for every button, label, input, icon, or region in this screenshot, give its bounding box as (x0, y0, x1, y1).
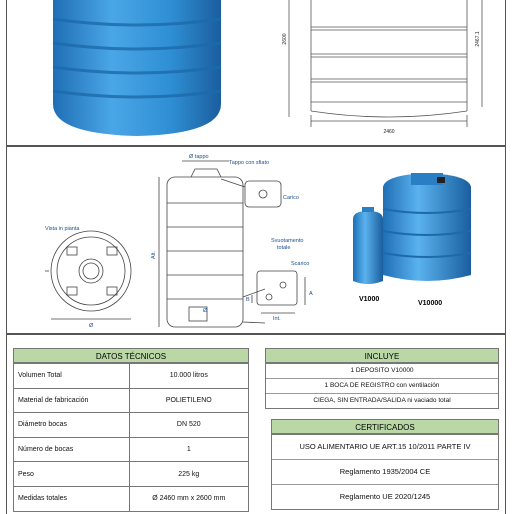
table-row (14, 486, 249, 511)
tank-v1000-photo (353, 207, 383, 284)
row-label: Número de bocas (14, 437, 130, 462)
tank-v10000-photo (383, 173, 471, 281)
table-row (14, 437, 249, 462)
list-item: Reglamento 1935/2004 CE (272, 460, 498, 485)
label-totale: totale (277, 245, 291, 251)
tank-photo (37, 0, 237, 145)
list-item: USO ALIMENTARIO UE ART.15 10/2011 PARTE IV (272, 435, 498, 460)
label-svuotamento: Svuotamento (271, 238, 304, 244)
row-label: Peso (14, 462, 130, 487)
incluye-list (265, 363, 499, 409)
dim-width: 2460 (383, 129, 395, 135)
datos-table (13, 363, 249, 512)
label-a: A (309, 291, 313, 297)
list-item: CIEGA, SIN ENTRADA/SALIDA ni vaciado total (313, 397, 451, 404)
diagram-panel (6, 146, 506, 334)
row-value: 1 (129, 437, 248, 462)
label-diam-elev: Ø (203, 308, 208, 314)
incluye-title: INCLUYE (265, 348, 499, 363)
table-row (14, 462, 249, 487)
row-label: Volumen Total (14, 364, 130, 389)
certificados-title: CERTIFICADOS (271, 419, 499, 434)
row-label: Material de fabricación (14, 388, 130, 413)
row-value: POLIETILENO (129, 388, 248, 413)
row-value: 225 kg (129, 462, 248, 487)
label-alt: Alt. (151, 251, 157, 259)
label-vista-pianta: Vista in pianta (45, 226, 80, 232)
label-scarico: Scarico (291, 261, 310, 267)
dim-height-right: 2467.1 (475, 31, 481, 47)
datos-title: DATOS TÉCNICOS (13, 348, 249, 363)
top-panel (6, 0, 506, 146)
front-elevation-drawing (269, 0, 505, 145)
label-tappo-sfiato: Tappo con sfiato (229, 160, 270, 166)
table-row (14, 413, 249, 438)
list-item: 1 DEPOSITO V10000 (266, 364, 498, 379)
label-tappo: Ø tappo (189, 154, 209, 160)
table-row (14, 364, 249, 389)
label-b: B (246, 297, 250, 303)
label-v10000: V10000 (418, 300, 443, 307)
specs-panel (6, 334, 506, 514)
row-label: Diámetro bocas (14, 413, 130, 438)
dim-height-left: 2600 (282, 33, 288, 45)
row-value: 10.000 litros (129, 364, 248, 389)
label-v1000: V1000 (359, 296, 380, 303)
label-diam-plan: Ø (89, 323, 94, 329)
label-int: Int. (273, 316, 281, 322)
table-row (14, 388, 249, 413)
list-item: Reglamento UE 2020/1245 (339, 492, 431, 501)
tank-schematic (7, 147, 505, 333)
certificados-list (271, 434, 499, 510)
row-value: Ø 2460 mm x 2600 mm (129, 486, 248, 511)
row-value: DN 520 (129, 413, 248, 438)
list-item: 1 BOCA DE REGISTRO con ventilación (266, 379, 498, 394)
row-label: Medidas totales (14, 486, 130, 511)
label-carico: Carico (283, 195, 299, 201)
